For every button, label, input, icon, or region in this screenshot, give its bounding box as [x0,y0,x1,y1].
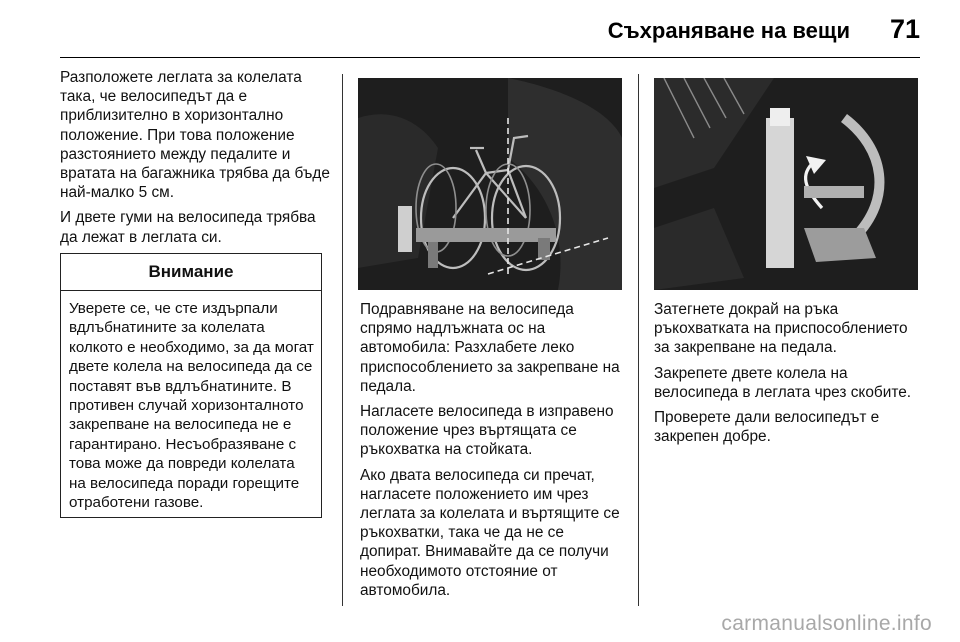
page-title: Съхраняване на вещи [607,18,850,43]
page-number: 71 [889,14,920,44]
warning-title: Внимание [61,254,321,291]
column-divider [638,74,639,606]
text-column-2 [360,300,624,606]
paragraph: Закрепете двете колела на велосипеда в леглата чрез скобите. [654,364,912,401]
paragraph: И двете гуми на велосипеда трябва да лежат в леглата си. [60,209,316,246]
paragraph: Затегнете докрай на ръка ръкохватката на приспособлението за закрепване на педала. [654,301,908,357]
watermark[interactable]: carmanualsonline.info [721,612,932,635]
paragraph: Ако двата велосипеда си пречат, нагласете положението им чрез леглата за колелата и въртящите се ръкохватки, така че да не се допират. Внимавайте да се получи необходимото отстояние от автомобила. [360,466,620,599]
paragraph: Проверете дали велосипедът е закрепен добре. [654,409,880,446]
text-column-1 [60,68,330,253]
header-rule [60,57,920,58]
paragraph: Нагласете велосипеда в изправено положение чрез въртящата се ръкохватка на стойката. [360,403,614,459]
text-column-3 [654,300,916,452]
paragraph: Подравняване на велосипеда спрямо надлъжната ос на автомобила: Разхлабете леко приспособлението за закрепване на педала. [360,301,620,395]
bike-carrier-icon [358,78,622,290]
bike-alignment-illustration [358,78,622,290]
column-divider [342,74,343,606]
warning-text: Уверете се, че сте издърпали вдлъбнатините за колелата колкото е необходимо, за да могат двете колела на велосипеда да се поставят във вдлъбнатините. В противен случай хоризонталното закрепване на велосипеда не е гарантирано. Несъобразяване с това може да повреди колелата на велосипеда поради горещите отработени газове. [69,300,314,512]
pedal-clamp-icon [654,78,918,290]
pedal-clamp-illustration [654,78,918,290]
paragraph: Разположете леглата за колелата така, че велосипедът да е приблизително в хоризонтално положение. При това положение разстоянието между педалите и вратата на багажника трябва да бъде най-малко 5 см. [60,69,330,202]
warning-box [60,253,322,518]
